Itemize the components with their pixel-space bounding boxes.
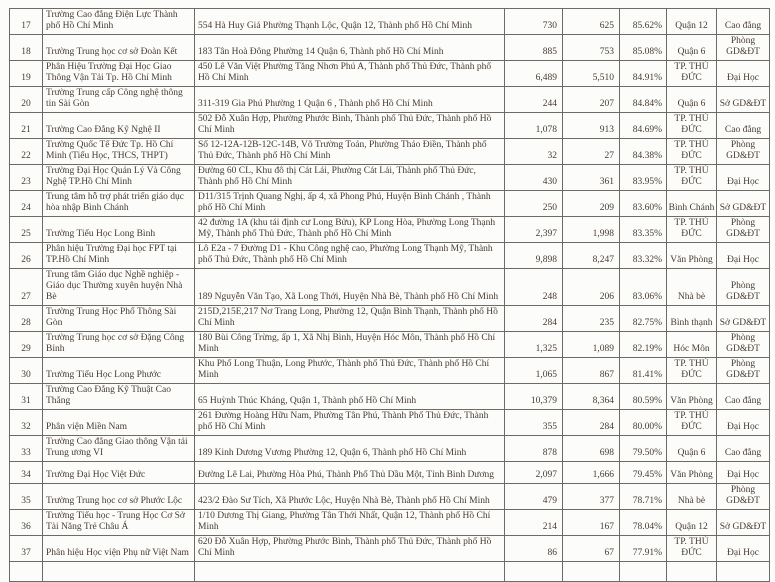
count-1-cell: 1,078 bbox=[505, 113, 563, 139]
percent-cell: 83.32% bbox=[620, 243, 667, 269]
school-address-cell: 450 Lê Văn Việt Phường Tăng Nhơn Phú A, Thành phố Thủ Đức, Thành phố Hồ Chí Minh bbox=[195, 61, 505, 87]
count-1-cell: 86 bbox=[505, 536, 563, 562]
school-address-cell: 261 Đường Hoàng Hữu Nam, Phường Tân Phú, Thành Phố Thủ Đức, Thành phố Hồ Chí Minh bbox=[195, 410, 505, 436]
school-name-cell: Trường Đại Học Việt Đức bbox=[43, 462, 195, 484]
district-cell: Bình Chánh bbox=[667, 191, 717, 217]
school-name-cell: Trường Trung Học Phổ Thông Sài Gòn bbox=[43, 306, 195, 332]
category-cell: Phòng GD&ĐT bbox=[717, 217, 770, 243]
count-1-cell: 1,065 bbox=[505, 358, 563, 384]
category-cell: Đại Học bbox=[717, 61, 770, 87]
table-row bbox=[10, 358, 770, 384]
row-number-cell: 22 bbox=[10, 139, 43, 165]
category-cell bbox=[717, 562, 770, 582]
school-name-cell: Trường Trung học cơ sở Đặng Công Bỉnh bbox=[43, 332, 195, 358]
district-cell: Nhà bè bbox=[667, 484, 717, 510]
school-address-cell: 502 Đỗ Xuân Hợp, Phường Phước Bình, Thành phố Thủ Đức, Thành phố Hồ Chí Minh bbox=[195, 113, 505, 139]
school-address-cell: Khu Phố Long Thuận, Long Phước, Thành phố Thủ Đức, Thành phố Hồ Chí Minh bbox=[195, 358, 505, 384]
percent-cell: 78.04% bbox=[620, 510, 667, 536]
count-2-cell: 913 bbox=[563, 113, 620, 139]
table-row-cutoff bbox=[10, 562, 770, 582]
category-cell: Phòng GD&ĐT bbox=[717, 269, 770, 306]
count-1-cell: 244 bbox=[505, 87, 563, 113]
percent-cell: 84.84% bbox=[620, 87, 667, 113]
table-row bbox=[10, 536, 770, 562]
count-2-cell: 867 bbox=[563, 358, 620, 384]
count-2-cell: 206 bbox=[563, 269, 620, 306]
count-1-cell: 214 bbox=[505, 510, 563, 536]
percent-cell: 79.45% bbox=[620, 462, 667, 484]
count-2-cell: 1,089 bbox=[563, 332, 620, 358]
count-2-cell: 1,998 bbox=[563, 217, 620, 243]
school-address-cell: 189 Nguyễn Văn Tạo, Xã Long Thới, Huyện Nhà Bè, Thành phố Hồ Chí Minh bbox=[195, 269, 505, 306]
table-row bbox=[10, 165, 770, 191]
count-2-cell: 625 bbox=[563, 9, 620, 35]
district-cell: Quận 12 bbox=[667, 510, 717, 536]
row-number-cell: 36 bbox=[10, 510, 43, 536]
row-number-cell bbox=[10, 562, 43, 582]
row-number-cell: 27 bbox=[10, 269, 43, 306]
count-1-cell: 32 bbox=[505, 139, 563, 165]
partial-next-row bbox=[10, 562, 770, 582]
school-name-cell: Trường Cao Đẳng Kỹ Nghệ II bbox=[43, 113, 195, 139]
school-name-cell: Trường Tiểu Học Long Bình bbox=[43, 217, 195, 243]
count-2-cell: 284 bbox=[563, 410, 620, 436]
count-1-cell: 2,397 bbox=[505, 217, 563, 243]
category-cell: Phòng GD&ĐT bbox=[717, 484, 770, 510]
row-number-cell: 21 bbox=[10, 113, 43, 139]
table-row bbox=[10, 436, 770, 462]
row-number-cell: 28 bbox=[10, 306, 43, 332]
row-number-cell: 26 bbox=[10, 243, 43, 269]
school-address-cell: Đường 60 CL, Khu đô thị Cát Lái, Phường Cát Lái, Thành phố Thủ Đức, Thành phố Hồ Chí Minh bbox=[195, 165, 505, 191]
percent-cell: 79.50% bbox=[620, 436, 667, 462]
percent-cell: 77.91% bbox=[620, 536, 667, 562]
district-cell: TP. THỦ ĐỨC bbox=[667, 410, 717, 436]
percent-cell: 83.06% bbox=[620, 269, 667, 306]
school-name-cell bbox=[43, 562, 195, 582]
category-cell: Cao đẳng bbox=[717, 113, 770, 139]
count-2-cell: 67 bbox=[563, 536, 620, 562]
count-2-cell: 5,510 bbox=[563, 61, 620, 87]
district-cell: TP. THỦ ĐỨC bbox=[667, 217, 717, 243]
district-cell: Bình thạnh bbox=[667, 306, 717, 332]
district-cell: TP. THỦ ĐỨC bbox=[667, 536, 717, 562]
percent-cell: 82.19% bbox=[620, 332, 667, 358]
count-1-cell: 10,379 bbox=[505, 384, 563, 410]
count-2-cell: 698 bbox=[563, 436, 620, 462]
school-address-cell: 311-319 Gia Phú Phường 1 Quận 6 , Thành phố Hồ Chí Minh bbox=[195, 87, 505, 113]
district-cell: TP. THỦ ĐỨC bbox=[667, 165, 717, 191]
percent-cell: 82.75% bbox=[620, 306, 667, 332]
percent-cell: 78.71% bbox=[620, 484, 667, 510]
district-cell: Quận 6 bbox=[667, 35, 717, 61]
count-2-cell: 207 bbox=[563, 87, 620, 113]
percent-cell: 81.41% bbox=[620, 358, 667, 384]
table-row bbox=[10, 113, 770, 139]
district-cell bbox=[667, 562, 717, 582]
school-address-cell: Lô E2a - 7 Đường D1 - Khu Công nghệ cao, Phường Long Thạnh Mỹ, Thành phố Thủ Đức, Thành phố Hồ Chí Minh bbox=[195, 243, 505, 269]
percent-cell: 84.91% bbox=[620, 61, 667, 87]
school-name-cell: Trường Cao đẳng Giao thông Vận tải Trung ương VI bbox=[43, 436, 195, 462]
table-row bbox=[10, 384, 770, 410]
count-1-cell: 2,097 bbox=[505, 462, 563, 484]
school-address-cell: D11/315 Trịnh Quang Nghị, ấp 4, xã Phong Phú, Huyện Bình Chánh , Thành phố Hồ Chí Minh bbox=[195, 191, 505, 217]
count-2-cell: 361 bbox=[563, 165, 620, 191]
school-name-cell: Phân viện Miền Nam bbox=[43, 410, 195, 436]
count-1-cell: 6,489 bbox=[505, 61, 563, 87]
category-cell: Phòng GD&ĐT bbox=[717, 358, 770, 384]
table-row bbox=[10, 217, 770, 243]
table-row bbox=[10, 269, 770, 306]
percent-cell: 80.59% bbox=[620, 384, 667, 410]
category-cell: Đại Học bbox=[717, 165, 770, 191]
count-1-cell: 479 bbox=[505, 484, 563, 510]
percent-cell: 85.08% bbox=[620, 35, 667, 61]
count-2-cell: 8,247 bbox=[563, 243, 620, 269]
category-cell: Đại Học bbox=[717, 462, 770, 484]
district-cell: TP. THỦ ĐỨC bbox=[667, 113, 717, 139]
school-address-cell bbox=[195, 562, 505, 582]
count-1-cell: 284 bbox=[505, 306, 563, 332]
schools-table bbox=[9, 8, 770, 582]
category-cell: Sở GD&ĐT bbox=[717, 510, 770, 536]
count-1-cell: 730 bbox=[505, 9, 563, 35]
school-name-cell: Trường Đại Học Quản Lý Và Công Nghệ TP.Hồ Chí Minh bbox=[43, 165, 195, 191]
table-row bbox=[10, 510, 770, 536]
school-address-cell: 423/2 Đào Sư Tích, Xã Phước Lộc, Huyện Nhà Bè, Thành phố Hồ Chí Minh bbox=[195, 484, 505, 510]
school-address-cell: 65 Huỳnh Thúc Kháng, Quận 1, Thành phố Hồ Chí Minh bbox=[195, 384, 505, 410]
district-cell: Nhà bè bbox=[667, 269, 717, 306]
count-2-cell: 753 bbox=[563, 35, 620, 61]
table-row bbox=[10, 243, 770, 269]
row-number-cell: 29 bbox=[10, 332, 43, 358]
count-1-cell bbox=[505, 562, 563, 582]
percent-cell: 83.60% bbox=[620, 191, 667, 217]
district-cell: Hóc Môn bbox=[667, 332, 717, 358]
district-cell: TP. THỦ ĐỨC bbox=[667, 61, 717, 87]
school-address-cell: 1/10 Dương Thị Giang, Phường Tân Thới Nhất, Quận 12, Thành phố Hồ Chí Minh bbox=[195, 510, 505, 536]
count-2-cell: 1,666 bbox=[563, 462, 620, 484]
category-cell: Phòng GD&ĐT bbox=[717, 332, 770, 358]
district-cell: Văn Phòng bbox=[667, 462, 717, 484]
school-name-cell: Trường Tiểu học - Trung Học Cơ Sở Tài Năng Trẻ Châu Á bbox=[43, 510, 195, 536]
category-cell: Sở GD&ĐT bbox=[717, 306, 770, 332]
count-1-cell: 9,898 bbox=[505, 243, 563, 269]
row-number-cell: 37 bbox=[10, 536, 43, 562]
district-cell: Quận 12 bbox=[667, 9, 717, 35]
percent-cell: 83.95% bbox=[620, 165, 667, 191]
school-address-cell: 183 Tân Hoà Đông Phường 14 Quận 6, Thành phố Hồ Chí Minh bbox=[195, 35, 505, 61]
percent-cell: 84.38% bbox=[620, 139, 667, 165]
count-2-cell: 377 bbox=[563, 484, 620, 510]
row-number-cell: 35 bbox=[10, 484, 43, 510]
school-name-cell: Trung tâm hỗ trợ phát triển giáo dục hòa nhập Bình Chánh bbox=[43, 191, 195, 217]
table-row bbox=[10, 35, 770, 61]
table-body bbox=[10, 9, 770, 562]
row-number-cell: 25 bbox=[10, 217, 43, 243]
category-cell: Phòng GD&ĐT bbox=[717, 35, 770, 61]
table-row bbox=[10, 87, 770, 113]
row-number-cell: 32 bbox=[10, 410, 43, 436]
category-cell: Sở GD&ĐT bbox=[717, 87, 770, 113]
category-cell: Sở GD&ĐT bbox=[717, 191, 770, 217]
category-cell: Cao đẳng bbox=[717, 9, 770, 35]
table-row bbox=[10, 61, 770, 87]
row-number-cell: 31 bbox=[10, 384, 43, 410]
category-cell: Đại Học bbox=[717, 536, 770, 562]
count-1-cell: 1,325 bbox=[505, 332, 563, 358]
percent-cell bbox=[620, 562, 667, 582]
table-row bbox=[10, 139, 770, 165]
school-name-cell: Trung tâm Giáo dục Nghề nghiệp - Giáo dục Thường xuyên huyện Nhà Bè bbox=[43, 269, 195, 306]
row-number-cell: 18 bbox=[10, 35, 43, 61]
table-row bbox=[10, 462, 770, 484]
category-cell: Cao đẳng bbox=[717, 436, 770, 462]
row-number-cell: 19 bbox=[10, 61, 43, 87]
district-cell: Văn Phòng bbox=[667, 243, 717, 269]
school-address-cell: 215D,215E,217 Nơ Trang Long, Phường 12, Quận Bình Thạnh, Thành phố Hồ Chí Minh bbox=[195, 306, 505, 332]
school-name-cell: Trường Trung học cơ sở Phước Lộc bbox=[43, 484, 195, 510]
row-number-cell: 23 bbox=[10, 165, 43, 191]
school-address-cell: 554 Hà Huy Giá Phường Thạnh Lộc, Quận 12, Thành phố Hồ Chí Minh bbox=[195, 9, 505, 35]
row-number-cell: 34 bbox=[10, 462, 43, 484]
row-number-cell: 24 bbox=[10, 191, 43, 217]
count-1-cell: 248 bbox=[505, 269, 563, 306]
school-address-cell: 620 Đỗ Xuân Hợp, Phường Phước Bình, Thành phố Thủ Đức, Thành phố Hồ Chí Minh bbox=[195, 536, 505, 562]
row-number-cell: 33 bbox=[10, 436, 43, 462]
count-1-cell: 885 bbox=[505, 35, 563, 61]
row-number-cell: 30 bbox=[10, 358, 43, 384]
school-name-cell: Phân Hiệu Trường Đại Học Giao Thông Vận Tải Tp. Hồ Chí Minh bbox=[43, 61, 195, 87]
school-address-cell: 180 Bùi Công Trừng, ấp 1, Xã Nhị Bình, Huyện Hóc Môn, Thành phố Hồ Chí Minh bbox=[195, 332, 505, 358]
row-number-cell: 17 bbox=[10, 9, 43, 35]
category-cell: Đại Học bbox=[717, 410, 770, 436]
school-name-cell: Trường Cao đẳng Điện Lực Thành phố Hồ Chí Minh bbox=[43, 9, 195, 35]
count-2-cell: 209 bbox=[563, 191, 620, 217]
district-cell: Văn Phòng bbox=[667, 384, 717, 410]
row-number-cell: 20 bbox=[10, 87, 43, 113]
school-address-cell: 189 Kinh Dương Vương Phường 12, Quận 6, Thành phố Hồ Chí Minh bbox=[195, 436, 505, 462]
percent-cell: 85.62% bbox=[620, 9, 667, 35]
district-cell: Quận 6 bbox=[667, 87, 717, 113]
percent-cell: 83.35% bbox=[620, 217, 667, 243]
school-name-cell: Trường Trung học cơ sở Đoàn Kết bbox=[43, 35, 195, 61]
table-row bbox=[10, 332, 770, 358]
count-1-cell: 355 bbox=[505, 410, 563, 436]
count-2-cell: 167 bbox=[563, 510, 620, 536]
count-1-cell: 878 bbox=[505, 436, 563, 462]
count-1-cell: 250 bbox=[505, 191, 563, 217]
table-row bbox=[10, 410, 770, 436]
category-cell: Phòng GD&ĐT bbox=[717, 139, 770, 165]
school-name-cell: Trường Trung cấp Công nghệ thông tin Sài Gòn bbox=[43, 87, 195, 113]
table-row bbox=[10, 306, 770, 332]
count-2-cell bbox=[563, 562, 620, 582]
school-name-cell: Trường Cao Đẳng Kỹ Thuật Cao Thắng bbox=[43, 384, 195, 410]
count-2-cell: 235 bbox=[563, 306, 620, 332]
district-cell: TP. THỦ ĐỨC bbox=[667, 358, 717, 384]
count-2-cell: 8,364 bbox=[563, 384, 620, 410]
category-cell: Đại Học bbox=[717, 243, 770, 269]
table-row bbox=[10, 191, 770, 217]
school-name-cell: Phân hiệu Trường Đại học FPT tại TP.Hồ Chí Minh bbox=[43, 243, 195, 269]
district-cell: Quận 6 bbox=[667, 436, 717, 462]
school-address-cell: 42 đường 1A (khu tái định cư Long Bửu), KP Long Hòa, Phường Long Thạnh Mỹ, Thành phố Thủ Đức, Thành phố Hồ Chí Minh bbox=[195, 217, 505, 243]
school-name-cell: Trường Tiểu Học Long Phước bbox=[43, 358, 195, 384]
percent-cell: 80.00% bbox=[620, 410, 667, 436]
school-name-cell: Phân hiệu Học viện Phụ nữ Việt Nam bbox=[43, 536, 195, 562]
table-row bbox=[10, 484, 770, 510]
district-cell: TP. THỦ ĐỨC bbox=[667, 139, 717, 165]
count-1-cell: 430 bbox=[505, 165, 563, 191]
school-address-cell: Đường Lê Lai, Phường Hòa Phú, Thành Phố Thủ Dầu Một, Tỉnh Bình Dương bbox=[195, 462, 505, 484]
percent-cell: 84.69% bbox=[620, 113, 667, 139]
table-row bbox=[10, 9, 770, 35]
school-address-cell: Số 12-12A-12B-12C-14B, Võ Trường Toản, Phường Thảo Điền, Thành phố Thủ Đức, Thành phố Hồ Chí Minh bbox=[195, 139, 505, 165]
school-name-cell: Trường Quốc Tế Đức Tp. Hồ Chí Minh (Tiểu Học, THCS, THPT) bbox=[43, 139, 195, 165]
category-cell: Cao đẳng bbox=[717, 384, 770, 410]
count-2-cell: 27 bbox=[563, 139, 620, 165]
